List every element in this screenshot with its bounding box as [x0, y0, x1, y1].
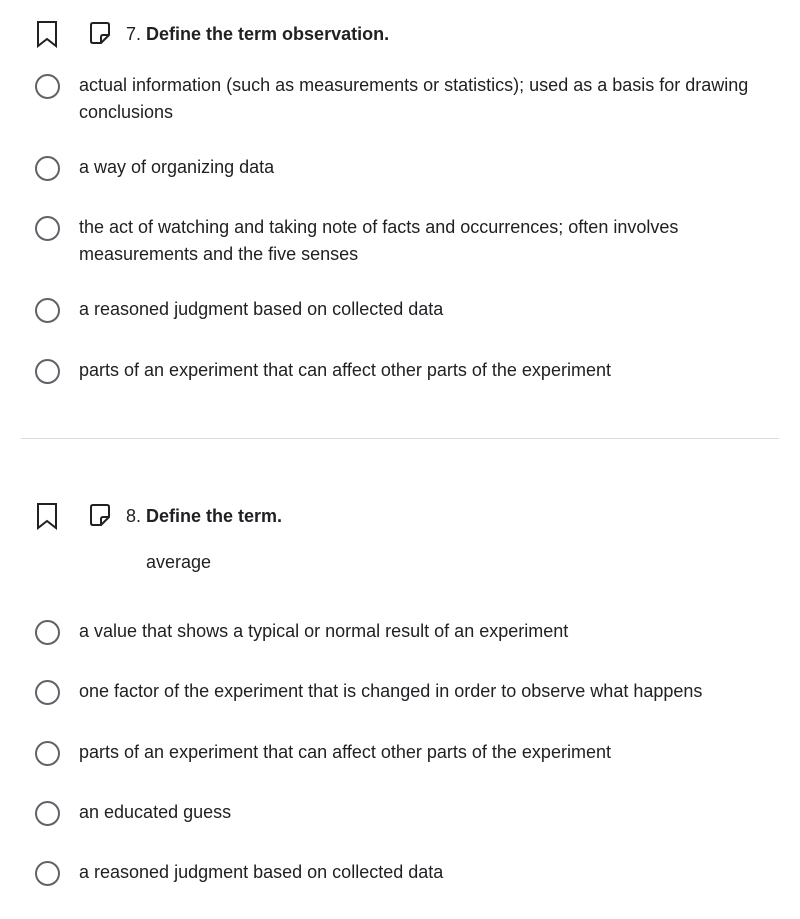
question-text: Define the term. — [146, 506, 283, 526]
question-header — [0, 499, 800, 539]
question-text: Define the term observation. — [146, 24, 390, 44]
radio-unchecked-icon[interactable] — [35, 216, 60, 241]
question-title — [126, 506, 282, 527]
term-text: average — [146, 552, 212, 572]
question-number: 7. — [126, 24, 142, 44]
radio-unchecked-icon[interactable] — [35, 861, 60, 886]
option-text: a reasoned judgment based on collected data — [79, 299, 444, 319]
note-icon[interactable] — [87, 502, 113, 528]
option-text: parts of an experiment that can affect other parts of the experiment — [79, 742, 611, 762]
question-header — [0, 17, 800, 57]
radio-unchecked-icon[interactable] — [35, 680, 60, 705]
radio-unchecked-icon[interactable] — [35, 620, 60, 645]
radio-unchecked-icon[interactable] — [35, 298, 60, 323]
option-text: a reasoned judgment based on collected data — [79, 862, 444, 882]
bookmark-icon[interactable] — [35, 20, 59, 48]
divider — [21, 438, 779, 439]
question-number: 8. — [126, 506, 142, 526]
note-icon[interactable] — [87, 20, 113, 46]
question-8 — [0, 499, 800, 919]
question-title — [126, 24, 389, 45]
radio-unchecked-icon[interactable] — [35, 801, 60, 826]
option-text: a value that shows a typical or normal result of an experiment — [79, 621, 569, 641]
radio-unchecked-icon[interactable] — [35, 359, 60, 384]
bookmark-icon[interactable] — [35, 502, 59, 530]
radio-unchecked-icon[interactable] — [35, 741, 60, 766]
radio-unchecked-icon[interactable] — [35, 156, 60, 181]
option-text: a way of organizing data — [79, 157, 275, 177]
option-text: an educated guess — [79, 802, 232, 822]
radio-unchecked-icon[interactable] — [35, 74, 60, 99]
option-text: actual information (such as measurements or statistics); used as a basis for drawing conclusions — [79, 75, 749, 122]
question-7 — [0, 17, 800, 397]
option-text: the act of watching and taking note of facts and occurrences; often involves measurements and the five senses — [79, 217, 679, 264]
option-text: parts of an experiment that can affect other parts of the experiment — [79, 360, 611, 380]
option-text: one factor of the experiment that is changed in order to observe what happens — [79, 681, 703, 701]
